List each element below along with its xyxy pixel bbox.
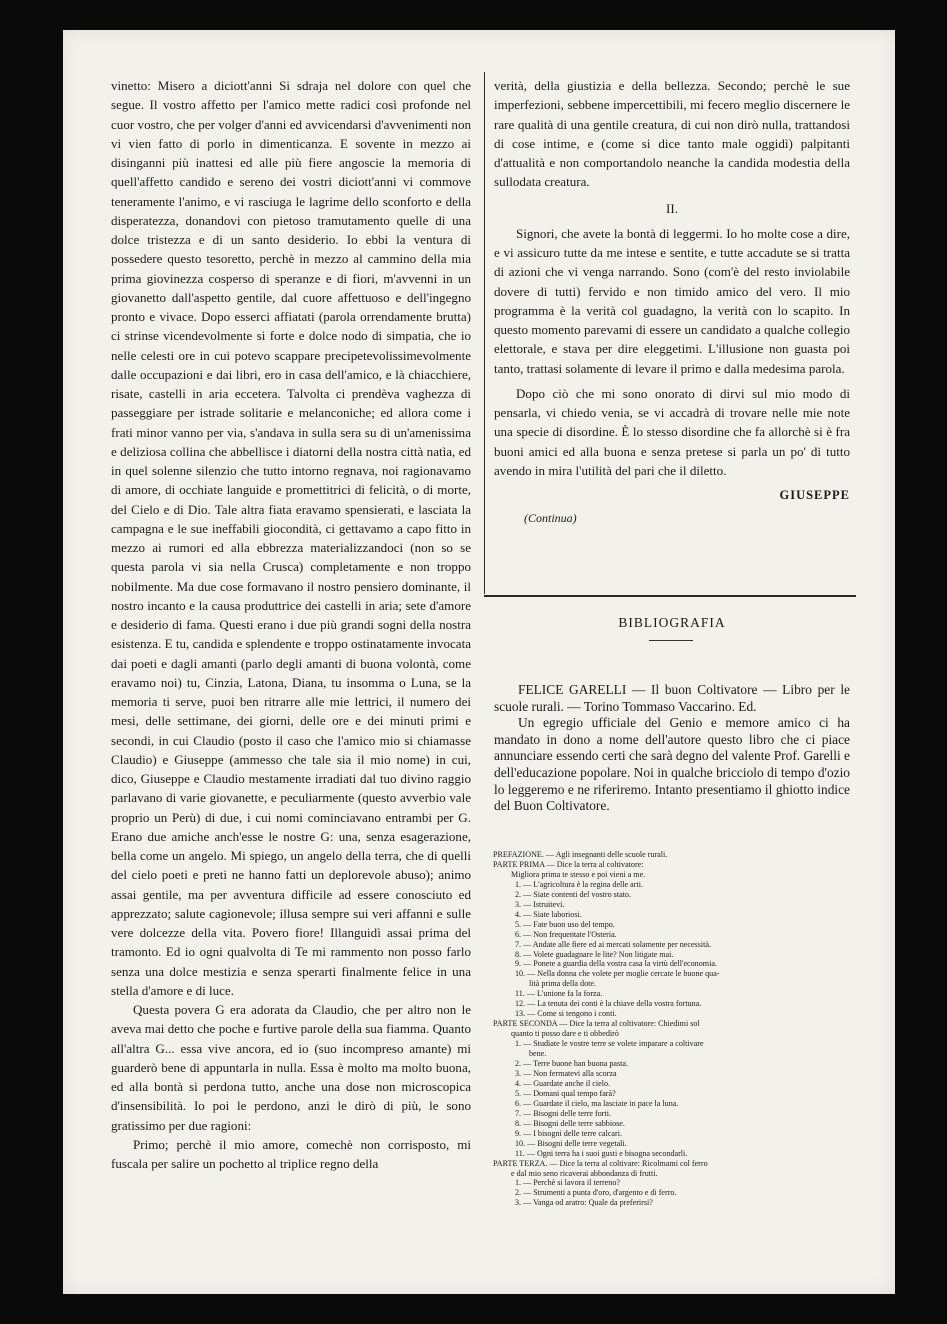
toc-line: 9. — Ponete a guardia della vostra casa la virtù dell'economia. — [515, 959, 717, 969]
toc-line: 7. — Bisogni delle terre forti. — [515, 1108, 611, 1118]
left-paragraph-1: vinetto: Misero a diciott'anni Si sdraja nel dolore con quel che segue. Il vostro affetto per l'amico mette radici così profonde nel cuor vostro, che per volger d'anni ed avvicendarsi d'avvenimenti non vi vien fatto di porlo in dimenticanza. E sovente in mezzo ai disinganni più inattesi ed alle più fiere angoscie la memoria di quell'affetto candido e sereno dei vostri diciott'anni vi commove teneramente l'animo, e vi rasciuga le lagrime dello sconforto e della disperatezza, donandovi con pietoso tramutamento quelle di una dolce tristezza e di un santo desiderio. Io ebbi la ventura di possedere questo tesoretto, perchè in mezzo al cammino della mia prima giovinezza cosperso di speranze e di fiori, m'avvenni in un giovanetto dall'aspetto gentile, dal cuore affettuoso e dell'ingegno pronto e vivace. Dopo esserci affiatati (parola orrendamente brutta) ci strinse vicendevolmente si forte e dolce nodo di simpatia, che io nelle celesti ore in cui potevo scappare precipetevolissimevolmente dalle occupazioni e dai libri, ero in casa dell'amico, e là chiacchiere, risate, castelli in aria eccetera. Talvolta ci prendèva vaghezza di passeggiare per istrade solitarie e melanconiche; ed allora come i frati minor vanno per via, s'andava in sulla sera su di un'amenissima e deliziosa collina che abbellisce i diatorni della nostra città natìa, ed in quel solenne silenzio che tutto intorno regnava, noi ragionavamo di amore, di occhiate languide e promettitrici di felicità, o di morte, del Cielo e di Dio. Tale altra fiata eravamo spensierati, e lasciata la campagna e le sue ineffabili giocondità, ci gettavamo a capo fitto in mezzo ai rumori ed alla ebbrezza materializzandoci (non so se questa parola vi sia nella Crusca) completamente e non troppo nobilmente. Ma due cose formavano il nostro pensiero dominante, il nostro incanto e la causa produttrice dei castelli in aria; sete d'amore e desiderio di fama. Questi erano i due più grandi sogni della nostra esistenza. E tu, candida e splendente e troppo ostinatamente invocata dai poeti e dagli amanti (parlo degli amanti di buona volontà, come eravamo noi) tu, Cinzia, Latona, Diana, tu insomma o Luna, se la memoria ti serve, puoi ben ritrarre alle mie lettrici, il numero dei mesi, delle settimane, dei giorni, delle ore e dei minuti primi e secondi, in cui Claudio (posto il caso che l'amico mio si chiamasse Claudio) e Giuseppe (ammesso che tale sia il mio nome) in cui, dico, Giuseppe e Claudio mestamente irradiati dal tuo divino raggio parlavano di varie giovanette, e peculiarmente (questo avverbio vale proprio un Perù) di due, i cui nomi cominciavano entrambi per G. Erano due amiche anch'esse le nostre G: una, senza esagerazione, bella come un angelo. Mi spiego, un angelo della terra, che di quelli del cielo poeti e preti ne hanno fatti un deplorevole abuso); animo assai gentile, ma per avventura difficile ad essere conosciuto ed apprezzato; salute cagionevole; illusa sempre sui veri affanni e sulle vere dolcezze della vita. Povero fiore! Illanguidì assai prima del tramonto. Ed io ogni qualvolta di Te mi rammento non posso farlo senza una dolce mestizia e senza sperarti finalmente felice in una stella d'amore e di luce. — [111, 78, 471, 998]
toc-line: 5. — Domani qual tempo farà? — [515, 1088, 616, 1098]
toc-line: lità prima della dote. — [529, 979, 596, 989]
toc-line: PARTE PRIMA — Dice la terra al coltivatore: — [493, 859, 644, 869]
left-column — [111, 76, 471, 1173]
bibliography-heading: BIBLIOGRAFIA — [618, 615, 726, 630]
toc-line: 13. — Come si tengono i conti. — [515, 1009, 617, 1019]
toc-line: 1. — Studiate le vostre terre se volete imparare a coltivare — [515, 1039, 704, 1049]
toc-line: 3. — Non fermatevi alla scorza — [515, 1068, 617, 1078]
toc-line: 10. — Nella donna che volete per moglie cercate le buone qua- — [515, 969, 720, 979]
left-paragraph-3: Primo; perchè il mio amore, comechè non corrisposto, mi fuscala per salire un pochetto al triplice regno della — [111, 1136, 471, 1171]
toc-line: PARTE TERZA. — Dice la terra al coltivare: Ricolmami col ferro — [493, 1158, 708, 1168]
toc-line: 2. — Siate contenti del vostro stato. — [515, 889, 631, 899]
toc-line: 10. — Bisogni delle terre vegetali. — [515, 1138, 627, 1148]
book-header: FELICE GARELLI — Il buon Coltivatore — Libro per le scuole rurali. — Torino Tommaso Vaccarino. Ed. — [494, 682, 850, 714]
table-of-contents — [493, 850, 853, 1208]
toc-line: 6. — Non frequentate l'Osteria. — [515, 929, 617, 939]
continued-note: (Continua) — [524, 511, 577, 526]
toc-line: 8. — Volete guadagnare le lite? Non litigate mai. — [515, 949, 674, 959]
toc-line: 2. — Terre buone han buona pasta. — [515, 1059, 629, 1069]
toc-line: 9. — I bisogni delle terre calcari. — [515, 1128, 622, 1138]
toc-line: 11. — Ogni terra ha i suoi gusti e bisogna secondarli. — [515, 1148, 688, 1158]
toc-line: PARTE SECONDA — Dice la terra al coltivatore: Chiedimi sol — [493, 1019, 700, 1029]
author-signature: GIUSEPPE — [779, 488, 850, 502]
toc-line: 3. — Istruitevi. — [515, 899, 565, 909]
toc-line: 2. — Strumenti a punta d'oro, d'argento e di ferro. — [515, 1188, 677, 1198]
toc-line: 1. — L'agricoltura è la regina delle arti. — [515, 879, 643, 889]
toc-line: 5. — Fate buon uso del tempo. — [515, 919, 615, 929]
toc-line: 1. — Perchè si lavora il terreno? — [515, 1178, 620, 1188]
right-paragraph-3: Dopo ciò che mi sono onorato di dirvi sul mio modo di pensarla, vi chiedo venia, se vi accadrà di trovare nelle mie note una specie di disordine. È lo stesso disordine che fa allorchè si è fra buoni amici ed alla buona e senza pretese si parla un po' di tutto avendo in mira l'utilità del pari che il diletto. — [494, 385, 850, 478]
heading-underline — [649, 640, 693, 641]
toc-line: 3. — Vanga od aratro: Quale da preferirsi? — [515, 1198, 653, 1208]
toc-line: quanto ti posso dare e ti obbedirò — [511, 1029, 619, 1039]
left-paragraph-2: Questa povera G era adorata da Claudio, che per altro non le aveva mai detto che poche e furtive parole della sua fiamma. Quanto all'altra G... essa vive ancora, ed io (suo incompreso amante) mi guarderò bene di appuntarla in nulla. Essa è molto ma molto buona, ed alla bontà si perdona tutto, anche una dose non microscopica d'insensibilità. Io poi le perdono, anzi le dirò di più, le sono gratissimo per due ragioni: — [111, 1002, 471, 1133]
toc-line: 12. — La tenuta dei conti è la chiave della vostra fortuna. — [515, 999, 702, 1009]
toc-line: 7. — Andate alle fiere ed ai mercati solamente per necessità. — [515, 939, 711, 949]
right-column-story — [494, 76, 850, 529]
toc-line: 4. — Siate laboriosi. — [515, 909, 582, 919]
column-divider — [484, 72, 485, 594]
toc-line: PREFAZIONE. — Agli insegnanti delle scuole rurali. — [493, 850, 668, 859]
right-paragraph-1: verità, della giustizia e della bellezza. Secondo; perchè le sue imperfezioni, sebbene impercettibili, mi fecero meglio discernere le rare qualità di una gentile creatura, di cui non dirò nulla, trattandosi di cose intime, e (come si dice tanto male oggidì) palpitanti d'attualità e non comportandolo neanche la candida modestia della sullodata creatura. — [494, 78, 850, 190]
toc-line: 11. — L'unione fa la forza. — [515, 989, 603, 999]
section-separator — [484, 595, 856, 597]
toc-line: 6. — Guardate il cielo, ma lasciate in pace la luna. — [515, 1098, 679, 1108]
book-description: Un egregio ufficiale del Genio e memore amico ci ha mandato in dono a nome dell'autore questo libro che ci piace annunciare essendo certi che sarà degno del valente Prof. Garelli e dell'educazione popolare. Noi in qualche bricciolo di tempo d'ozio lo leggeremo e ne riferiremo. Intanto presentiamo il ghiotto indice del Buon Coltivatore. — [494, 715, 850, 814]
toc-line: e dal mio seno ricaverai abbondanza di frutti. — [511, 1168, 658, 1178]
toc-line: 4. — Guardate anche il cielo. — [515, 1078, 611, 1088]
toc-line: Migliora prima te stesso e poi vieni a me. — [511, 869, 646, 879]
newspaper-page — [63, 30, 895, 1294]
toc-line: bene. — [529, 1049, 547, 1059]
section-number: II. — [666, 200, 678, 216]
book-review — [494, 682, 850, 815]
right-paragraph-2: Signori, che avete la bontà di leggermi. Io ho molte cose a dire, e vi assicuro tutte da me intese e sentite, e tutte accadute se si tratta di azioni che vi venga narrando. Sono (com'è del resto inviolabile dovere di tutti) fervido e non timido amico del vero. Il mio programma è la verità col guadagno, la verità con lo scapito. In questo momento parevami di essere un candidato a qualche collegio elettorale, e stava per dire eleggetimi. L'illusione non guasta poi tanto, trattasi solamente di levare il primo e dalla medesima parola. — [494, 225, 850, 376]
toc-line: 8. — Bisogni delle terre sabbiose. — [515, 1118, 625, 1128]
